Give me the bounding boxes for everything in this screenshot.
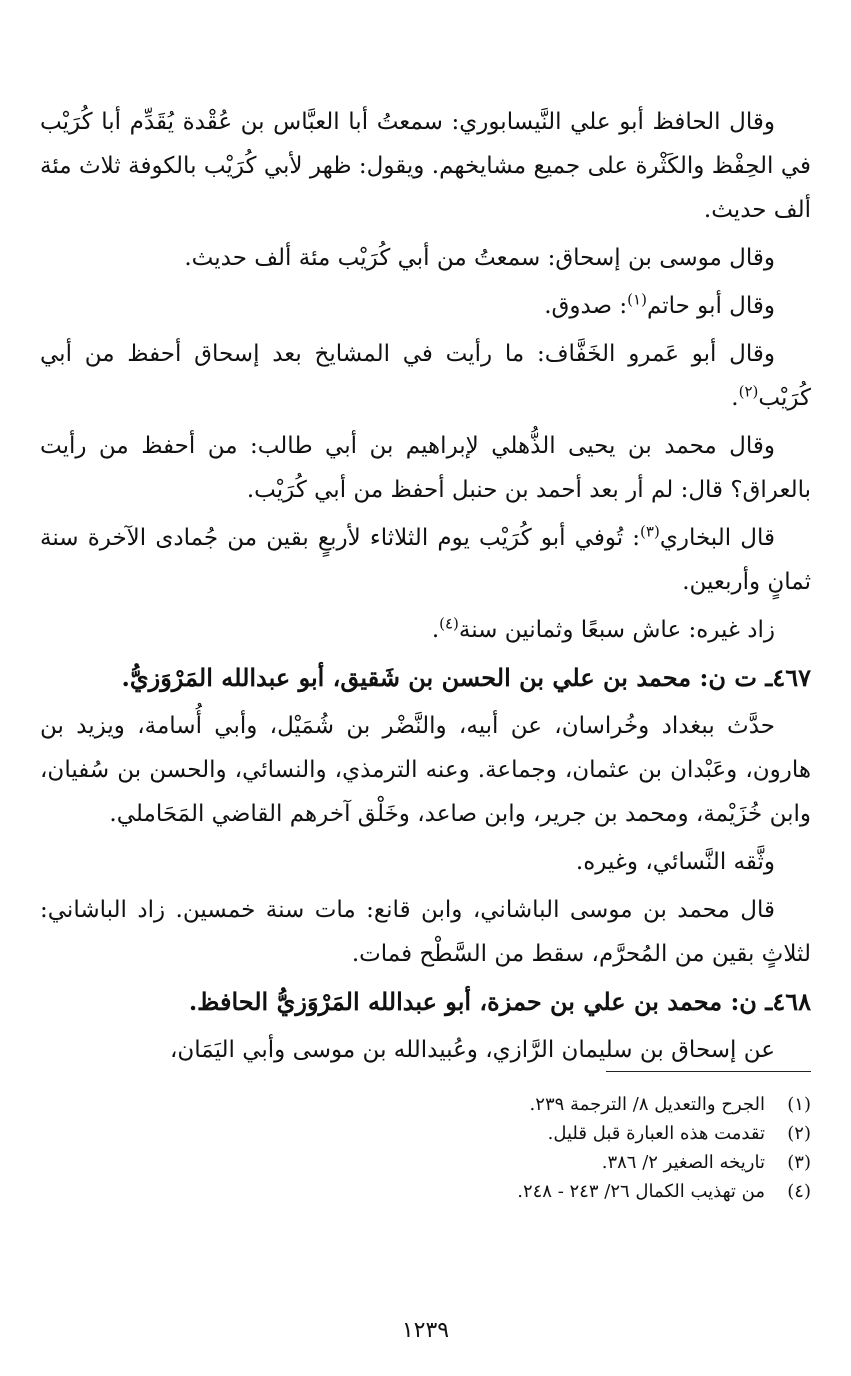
paragraph-naysaburi: وقال الحافظ أبو علي النَّيسابوري: سمعتُ أبا العبَّاس بن عُقْدة يُقَدِّم أبا كُرَيْب في الحِفْظ والكَثْرة على جميع مشايخهم. ويقول: ظهر لأبي كُرَيْب بالكوفة ثلاث مئة ألف حديث. (40, 109, 811, 223)
entry-468-narrators: عن إسحاق بن سليمان الرَّازي، وعُبيدالله بن موسى وأبي اليَمَان، (169, 1037, 775, 1063)
footnote-2 (40, 1119, 811, 1148)
footnote-number: (٣) (787, 1152, 811, 1173)
footnote-number: (٤) (787, 1181, 811, 1202)
entry-468-heading: ٤٦٨ـ ن: محمد بن علي بن حمزة، أبو عبدالله المَرْوَزيُّ الحافظ. (188, 987, 811, 1016)
footnote-ref-4: (٤) (439, 614, 459, 633)
entry-467-death: قال محمد بن موسى الباشاني، وابن قانع: مات سنة خمسين. زاد الباشاني: لثلاثٍ بقين من المُحرَّم، سقط من السَّطْح فمات. (40, 897, 811, 967)
entry-467-tawthiq: وثَّقه النَّسائي، وغيره. (575, 849, 775, 875)
footnote-ref-3: (٣) (640, 522, 660, 541)
footnote-ref-1: (١) (627, 290, 647, 309)
paragraph-abu-hatim: وقال أبو حاتم$^{(١)}$: صدوق. (544, 290, 775, 319)
paragraph-dhuhli: وقال محمد بن يحيى الذُّهلي لإبراهيم بن أبي طالب: من أحفظ من رأيت بالعراق؟ قال: لم أر بعد أحمد بن حنبل أحفظ من أبي كُرَيْب. (40, 433, 811, 503)
paragraph-bukhari: قال البخاري$^{(٣)}$: تُوفي أبو كُرَيْب يوم الثلاثاء لأربعٍ بقين من جُمادى الآخرة سنة ثمانٍ وأربعين. (40, 522, 811, 595)
page-number: ١٢٣٩ (401, 1318, 450, 1343)
footnote-1 (40, 1090, 811, 1119)
footnote-number: (٢) (787, 1123, 811, 1144)
footnote-text: تقدمت هذه العبارة قبل قليل. (547, 1123, 765, 1144)
entry-467-heading: ٤٦٧ـ ت ن: محمد بن علي بن الحسن بن شَقيق، أبو عبدالله المَرْوَزيُّ. (121, 663, 811, 692)
footnote-separator (606, 1071, 811, 1072)
footnote-text: من تهذيب الكمال ٢٦/ ٢٤٣ - ٢٤٨. (517, 1181, 765, 1202)
footnote-number: (١) (787, 1094, 811, 1115)
main-text (40, 100, 811, 1076)
paragraph-khaffaf: وقال أبو عَمرو الخَفَّاف: ما رأيت في المشايخ بعد إسحاق أحفظ من أبي كُرَيْب$^{(٢)}$. (40, 341, 811, 411)
entry-467-narrators: حدَّث ببغداد وخُراسان، عن أبيه، والنَّضْر بن شُمَيْل، وأبي أُسامة، ويزيد بن هارون، وعَبْدان بن عثمان، وجماعة. وعنه الترمذي، والنسائي، والحسن بن سُفيان، وابن خُزَيْمة، ومحمد بن جرير، وابن صاعد، وخَلْق آخرهم القاضي المَحَاملي. (40, 713, 811, 827)
footnote-text: تاريخه الصغير ٢/ ٣٨٦. (601, 1152, 765, 1173)
paragraph-ghayruh: زاد غيره: عاش سبعًا وثمانين سنة$^{(٤)}$. (431, 614, 775, 643)
footnote-ref-2: (٢) (738, 382, 759, 401)
footnote-text: الجرح والتعديل ٨/ الترجمة ٢٣٩. (529, 1094, 765, 1115)
footnotes (40, 1090, 811, 1206)
footnote-4 (40, 1177, 811, 1206)
footnote-3 (40, 1148, 811, 1177)
paragraph-musa: وقال موسى بن إسحاق: سمعتُ من أبي كُرَيْب مئة ألف حديث. (184, 245, 775, 271)
